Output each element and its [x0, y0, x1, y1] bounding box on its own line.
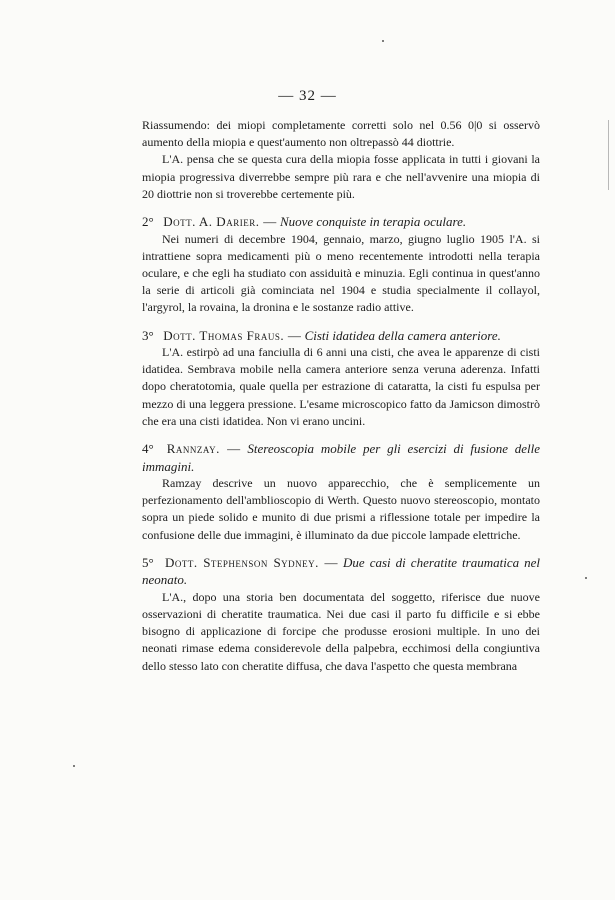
- review-section: [142, 327, 540, 431]
- section-title: Nuove conquiste in terapia oculare.: [279, 214, 467, 230]
- section-heading: [142, 554, 540, 589]
- section-title: Cisti idatidea della camera anteriore.: [304, 327, 501, 343]
- section-number: 4°: [142, 441, 154, 457]
- section-author: Dott. Stephenson Sydney. —: [165, 554, 338, 570]
- section-body: L'A., dopo una storia ben documentata del soggetto, riferisce due nuove osservazioni di cheratite traumatica. Nei due casi il parto fu difficile e si ebbe bisogno di applicazione di forcipe che produsse erosioni multiple. In uno dei neonati rimase edema considerevole della palpebra, ecchimosi della congiuntiva dello stesso lato con cheratite diffusa, che dava l'aspetto che questa membrana: [142, 589, 540, 673]
- section-heading: [142, 213, 540, 231]
- section-body: Ramzay descrive un nuovo apparecchio, che è semplicemente un perfezionamento dell'amblioscopio di Werth. Questo nuovo stereoscopio, montato sopra un piede solido e munito di due prismi a riflessione totale per impedire la confusione delle due immagini, è illuminato da due piccole lampade elettriche.: [142, 476, 540, 542]
- section-heading: [142, 327, 540, 345]
- review-section: [142, 213, 540, 317]
- intro-paragraph: Riassumendo: dei miopi completamente corretti solo nel 0.56 0|0 si osservò aumento della miopia e quest'aumento non oltrepassò 44 diottrie.: [142, 118, 540, 150]
- section-number: 5°: [142, 554, 154, 570]
- section-heading: [142, 440, 540, 475]
- section-number: 2°: [142, 214, 154, 230]
- section-author: Dott. Thomas Fraus. —: [163, 327, 302, 343]
- section-body: L'A. estirpò ad una fanciulla di 6 anni una cisti, che avea le apparenze di cisti idatidea. Sembrava mobile nella camera anteriore senza veruna aderenza. Infatti dopo cheratotomia, quale quella per estrazione di cataratta, la cisti fu espulsa per mezzo di una leggera pressione. L'esame microscopico fatto da Jamicson dimostrò che era una cisti idatidea. Non vi erano uncini.: [142, 345, 540, 428]
- text-column: [142, 117, 540, 675]
- section-title: Stereoscopia mobile per gli esercizi di fusione delle immagini.: [142, 441, 540, 474]
- margin-speck: [73, 765, 75, 767]
- section-number: 3°: [142, 327, 154, 343]
- intro-paragraph: L'A. pensa che se questa cura della miopia fosse applicata in tutti i giovani la miopia progressiva diverrebbe sempre più rara e che nell'avvenire una miopia di 20 diottrie non si troverebbe certemente più.: [142, 152, 540, 201]
- margin-speck: [382, 40, 384, 42]
- margin-speck: [585, 577, 587, 579]
- page-edge-shadow: [608, 120, 609, 190]
- review-section: [142, 554, 540, 675]
- section-body: Nei numeri di decembre 1904, gennaio, marzo, giugno luglio 1905 l'A. si intrattiene sopra medicamenti più o meno recentemente introdotti nella terapia oculare, e che egli ha studiato con assiduità e minuzia. Egli continua in quest'anno la serie di articoli già cominciata nel 1904 e studia specialmente il collayol, l'argyrol, la rovaina, la dronina e le sostanze radio attive.: [142, 231, 540, 315]
- section-author: Dott. A. Darier. —: [163, 214, 277, 230]
- section-author: Rannzay. —: [166, 441, 241, 457]
- page-number: — 32 —: [278, 88, 337, 104]
- review-section: [142, 440, 540, 544]
- section-title: Due casi di cheratite traumatica nel neonato.: [142, 554, 540, 588]
